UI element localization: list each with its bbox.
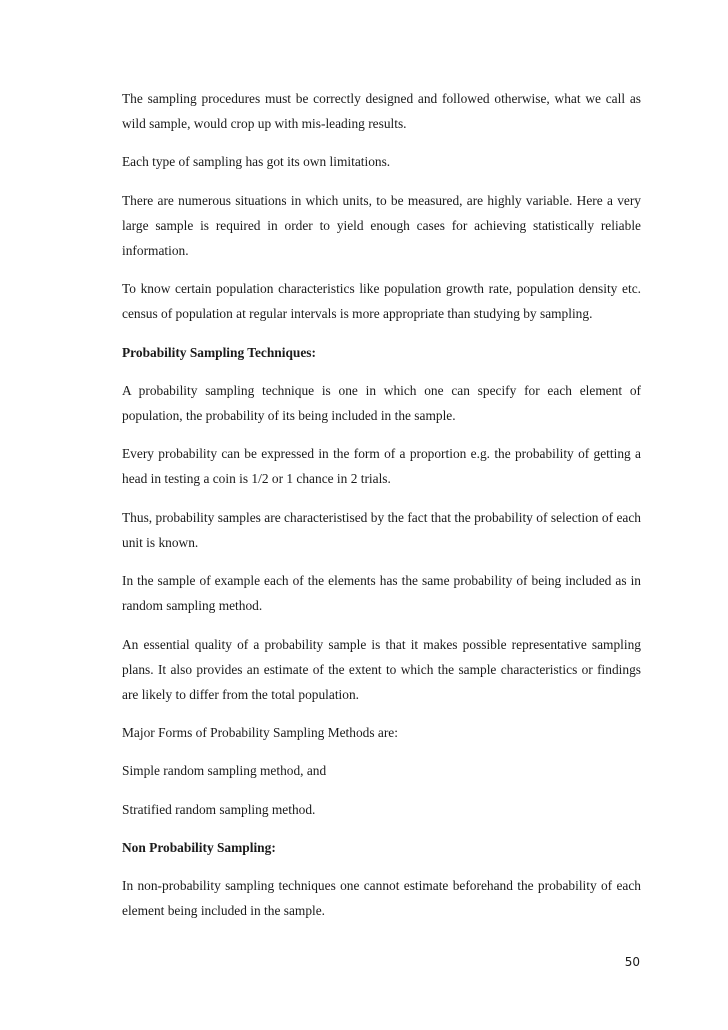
heading-non-probability-sampling: Non Probability Sampling: xyxy=(122,840,276,856)
page-body xyxy=(122,86,641,937)
paragraph-limitations: Each type of sampling has got its own limitations. xyxy=(122,154,391,170)
paragraph-probability-definition: A probability sampling technique is one in which one can specify for each element of population, the probability of its being included in the sample. xyxy=(122,382,641,423)
paragraph-simple-random: Simple random sampling method, and xyxy=(122,763,327,779)
paragraph-major-forms: Major Forms of Probability Sampling Methods are: xyxy=(122,724,398,740)
paragraph-wild-sample: The sampling procedures must be correctly designed and followed otherwise, what we call as wild sample, would crop up with mis-leading results. xyxy=(122,91,641,131)
paragraph-variable-units: There are numerous situations in which units, to be measured, are highly variable. Here a very large sample is required in order to yield enough cases for achieving statistically reliable information. xyxy=(122,192,641,258)
paragraph-proportion: Every probability can be expressed in the form of a proportion e.g. the probability of getting a head in testing a coin is 1/2 or 1 chance in 2 trials. xyxy=(122,446,641,487)
paragraph-selection-known: Thus, probability samples are characteristised by the fact that the probability of selection of each unit is known. xyxy=(122,509,641,550)
page-number: 50 xyxy=(624,955,640,969)
paragraph-census: To know certain population characteristics like population growth rate, population density etc. census of population at regular intervals is more appropriate than studying by sampling. xyxy=(122,281,641,322)
heading-probability-sampling: Probability Sampling Techniques: xyxy=(122,344,316,360)
paragraph-same-probability: In the sample of example each of the elements has the same probability of being included as in random sampling method. xyxy=(122,573,641,614)
paragraph-non-probability: In non-probability sampling techniques one cannot estimate beforehand the probability of each element being included in the sample. xyxy=(122,878,641,919)
paragraph-stratified-random: Stratified random sampling method. xyxy=(122,801,316,817)
paragraph-essential-quality: An essential quality of a probability sample is that it makes possible representative sampling plans. It also provides an estimate of the extent to which the sample characteristics or findings are likely to differ from the total population. xyxy=(122,636,641,702)
